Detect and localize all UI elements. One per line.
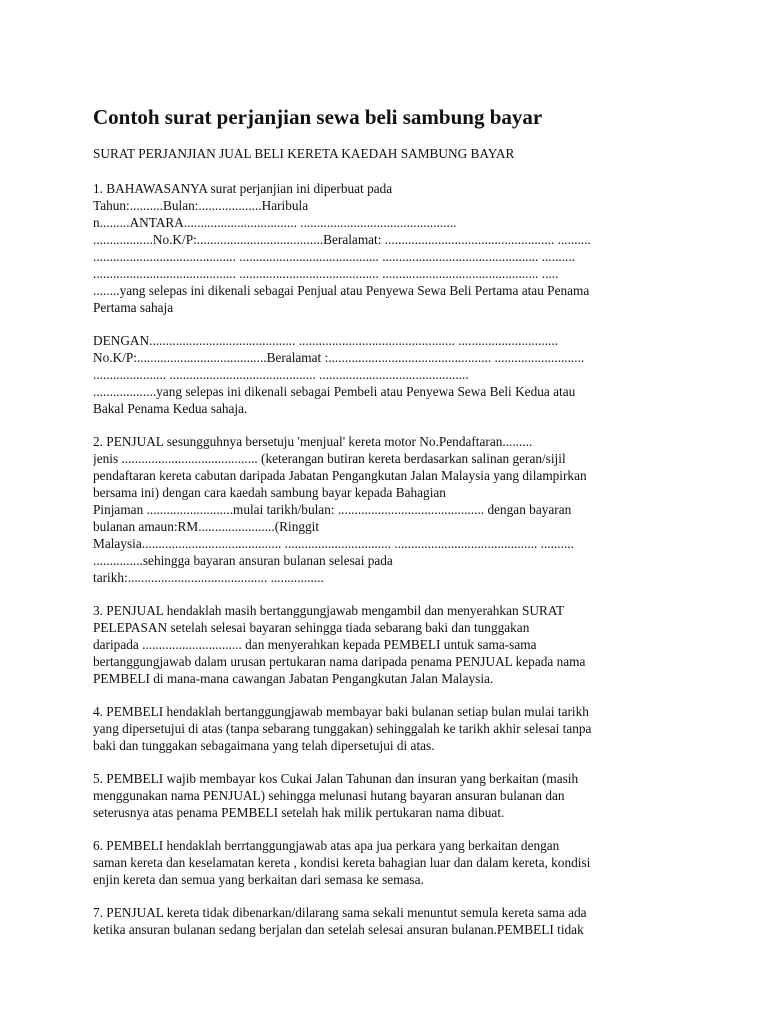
body-text-line: saman kereta dan keselamatan kereta , kondisi kereta bahagian luar dan dalam kereta, kondisi xyxy=(93,855,591,870)
body-text-line: enjin kereta dan semua yang berkaitan dari semasa ke semasa. xyxy=(93,872,424,887)
body-text-line: bersama ini) dengan cara kaedah sambung bayar kepada Bahagian xyxy=(93,485,446,500)
body-text-line: Tahun:..........Bulan:...................Haribula xyxy=(93,198,309,213)
body-text-line: ........................................... .......................................... ............................................... .......... xyxy=(93,249,576,264)
body-text-line: yang dipersetujui di atas (tanpa sebarang tunggakan) sehinggalah ke tarikh akhir selesai tanpa xyxy=(93,721,592,736)
body-text-line: PEMBELI di mana-mana cawangan Jabatan Pengangkutan Jalan Malaysia. xyxy=(93,671,494,686)
body-text-line: Bakal Penama Kedua sahaja. xyxy=(93,401,248,416)
document-subtitle: SURAT PERJANJIAN JUAL BELI KERETA KAEDAH SAMBUNG BAYAR xyxy=(93,146,515,161)
body-text-line: 2. PENJUAL sesungguhnya bersetuju 'menjual' kereta motor No.Pendaftaran......... xyxy=(93,434,533,449)
body-text-line: Pinjaman ..........................mulai tarikh/bulan: ............................................ dengan bayaran xyxy=(93,502,572,517)
body-text-line: No.K/P:.......................................Beralamat :................................................. ........................... xyxy=(93,350,585,365)
body-text-line: ..................No.K/P:......................................Beralamat: ................................................... .......... xyxy=(93,232,591,247)
body-text-line: 5. PEMBELI wajib membayar kos Cukai Jalan Tahunan dan insuran yang berkaitan (masih xyxy=(93,771,579,786)
body-text-line: ........................................... .......................................... ............................................... ..... xyxy=(93,266,559,281)
body-text-line: ...................... ............................................ ............................................. xyxy=(93,367,469,382)
body-text-line: 4. PEMBELI hendaklah bertanggungjawab membayar baki bulanan setiap bulan mulai tarikh xyxy=(93,704,589,719)
body-text-line: n.........ANTARA.................................. ............................................... xyxy=(93,215,457,230)
body-text-line: ketika ansuran bulanan sedang berjalan dan setelah selesai ansuran bulanan.PEMBELI tidak xyxy=(93,922,584,937)
body-text-line: 6. PEMBELI hendaklah berrtanggungjawab atas apa jua perkara yang berkaitan dengan xyxy=(93,838,560,853)
document-title: Contoh surat perjanjian sewa beli sambung bayar xyxy=(93,105,543,129)
body-text-line: baki dan tunggakan sebagaimana yang telah dipersetujui di atas. xyxy=(93,738,435,753)
body-text-line: DENGAN............................................ ............................................... .............................. xyxy=(93,333,559,348)
body-text-line: jenis ......................................... (keterangan butiran kereta berdasarkan salinan geran/sijil xyxy=(93,451,566,466)
body-text-line: seterusnya atas penama PEMBELI setelah hak milik pertukaran nama dibuat. xyxy=(93,805,505,820)
body-text-line: pendaftaran kereta cabutan daripada Jabatan Pengangkutan Jalan Malaysia yang dilampirkan xyxy=(93,468,587,483)
body-text-line: 7. PENJUAL kereta tidak dibenarkan/dilarang sama sekali menuntut semula kereta sama ada xyxy=(93,905,587,920)
body-text-line: daripada .............................. dan menyerahkan kepada PEMBELI untuk sama-sama xyxy=(93,637,537,652)
body-text-line: Malaysia.......................................... ................................ ........................................... .......... xyxy=(93,536,574,551)
body-text-line: PELEPASAN setelah selesai bayaran sehingga tiada sebarang baki dan tunggakan xyxy=(93,620,530,635)
body-text-line: Pertama sahaja xyxy=(93,300,174,315)
body-text-line: bertanggungjawab dalam urusan pertukaran nama daripada penama PENJUAL kepada nama xyxy=(93,654,586,669)
body-text-line: menggunakan nama PENJUAL) sehingga melunasi hutang bayaran ansuran bulanan dan xyxy=(93,788,565,803)
body-text-line: 1. BAHAWASANYA surat perjanjian ini diperbuat pada xyxy=(93,181,393,196)
body-text-line: bulanan amaun:RM.......................(Ringgit xyxy=(93,519,320,534)
body-text-line: ...................yang selepas ini dikenali sebagai Pembeli atau Penyewa Sewa Beli Kedua atau xyxy=(93,384,576,399)
body-text-line: tarikh:.......................................... ................ xyxy=(93,570,324,585)
body-text-line: ...............sehingga bayaran ansuran bulanan selesai pada xyxy=(93,553,393,568)
body-text-line: 3. PENJUAL hendaklah masih bertanggungjawab mengambil dan menyerahkan SURAT xyxy=(93,603,565,618)
body-text-line: ........yang selepas ini dikenali sebagai Penjual atau Penyewa Sewa Beli Pertama atau Penama xyxy=(93,283,590,298)
